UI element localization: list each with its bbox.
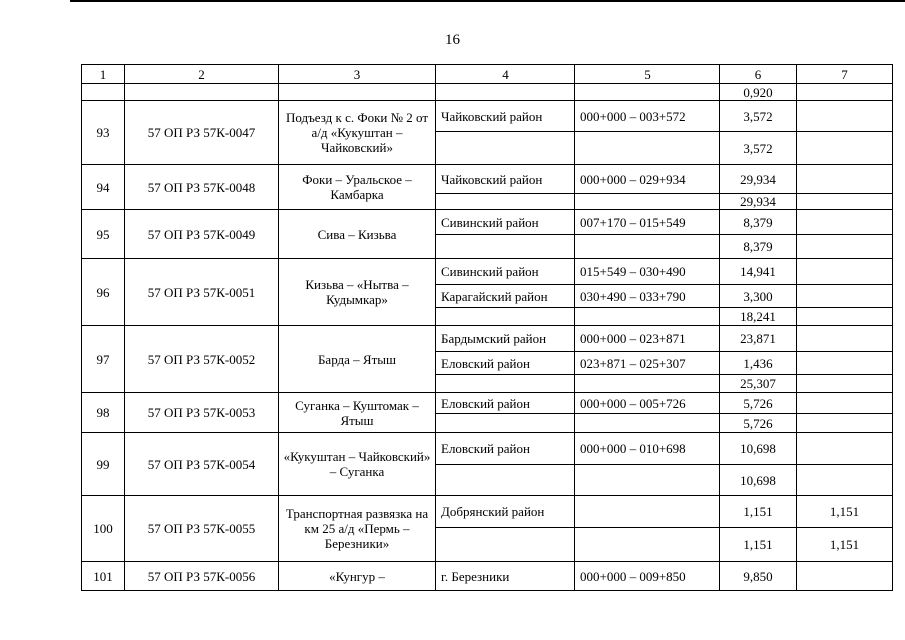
row-number: 94 — [82, 165, 125, 210]
km-range: 000+000 – 023+871 — [575, 326, 720, 352]
carry-over-row — [82, 84, 893, 101]
road-code: 57 ОП РЗ 57К-0051 — [125, 259, 279, 326]
length-value: 1,151 — [720, 496, 797, 528]
district: Еловский район — [436, 433, 575, 465]
district: Еловский район — [436, 352, 575, 375]
carry-over-cell — [797, 84, 893, 101]
road-name: Кизьва – «Нытва – Кудымкар» — [279, 259, 436, 326]
district: Чайковский район — [436, 165, 575, 194]
total-range-blank — [575, 375, 720, 393]
road-name: Сива – Кизьва — [279, 210, 436, 259]
total-range-blank — [575, 132, 720, 165]
page-number: 16 — [445, 32, 460, 48]
road-name: Суганка – Куштомак – Ятыш — [279, 393, 436, 433]
carry-over-cell — [279, 84, 436, 101]
km-range: 015+549 – 030+490 — [575, 259, 720, 285]
extra-value — [797, 326, 893, 352]
road-code: 57 ОП РЗ 57К-0054 — [125, 433, 279, 496]
total-range-blank — [575, 194, 720, 210]
table-row — [82, 393, 893, 414]
extra-value — [797, 562, 893, 591]
table-row — [82, 101, 893, 132]
total-range-blank — [575, 308, 720, 326]
road-name: Барда – Ятыш — [279, 326, 436, 393]
top-border-line — [70, 0, 905, 2]
carry-over-cell — [575, 84, 720, 101]
header-col-7: 7 — [797, 65, 893, 84]
table-row — [82, 259, 893, 285]
length-value: 3,572 — [720, 101, 797, 132]
row-number: 101 — [82, 562, 125, 591]
extra-value — [797, 393, 893, 414]
km-range: 030+490 – 033+790 — [575, 285, 720, 308]
row-number: 93 — [82, 101, 125, 165]
header-col-3: 3 — [279, 65, 436, 84]
total-range-blank — [575, 528, 720, 562]
total-district-blank — [436, 194, 575, 210]
table-row — [82, 326, 893, 352]
district: Еловский район — [436, 393, 575, 414]
extra-value — [797, 285, 893, 308]
total-length: 8,379 — [720, 235, 797, 259]
km-range: 023+871 – 025+307 — [575, 352, 720, 375]
total-range-blank — [575, 235, 720, 259]
total-district-blank — [436, 375, 575, 393]
road-code: 57 ОП РЗ 57К-0047 — [125, 101, 279, 165]
length-value: 23,871 — [720, 326, 797, 352]
extra-value — [797, 165, 893, 194]
km-range: 007+170 – 015+549 — [575, 210, 720, 235]
road-name: Транспортная развязка на км 25 а/д «Пермь – Березники» — [279, 496, 436, 562]
extra-value: 1,151 — [797, 496, 893, 528]
total-length: 3,572 — [720, 132, 797, 165]
total-extra — [797, 414, 893, 433]
district: Сивинский район — [436, 210, 575, 235]
row-number: 96 — [82, 259, 125, 326]
district: Добрянский район — [436, 496, 575, 528]
total-range-blank — [575, 465, 720, 496]
carry-over-cell — [125, 84, 279, 101]
header-col-2: 2 — [125, 65, 279, 84]
road-code: 57 ОП РЗ 57К-0048 — [125, 165, 279, 210]
road-code: 57 ОП РЗ 57К-0055 — [125, 496, 279, 562]
length-value: 3,300 — [720, 285, 797, 308]
length-value: 8,379 — [720, 210, 797, 235]
total-length: 29,934 — [720, 194, 797, 210]
district: г. Березники — [436, 562, 575, 591]
header-col-1: 1 — [82, 65, 125, 84]
road-name: «Кукуштан – Чайковский» – Суганка — [279, 433, 436, 496]
row-number: 100 — [82, 496, 125, 562]
table-row — [82, 433, 893, 465]
total-extra — [797, 194, 893, 210]
km-range — [575, 496, 720, 528]
total-district-blank — [436, 235, 575, 259]
roads-table — [81, 64, 893, 591]
district: Бардымский район — [436, 326, 575, 352]
road-name: Фоки – Уральское – Камбарка — [279, 165, 436, 210]
carry-over-cell — [82, 84, 125, 101]
km-range: 000+000 – 005+726 — [575, 393, 720, 414]
total-range-blank — [575, 414, 720, 433]
extra-value — [797, 352, 893, 375]
road-code: 57 ОП РЗ 57К-0049 — [125, 210, 279, 259]
length-value: 9,850 — [720, 562, 797, 591]
header-col-4: 4 — [436, 65, 575, 84]
length-value: 14,941 — [720, 259, 797, 285]
total-length: 18,241 — [720, 308, 797, 326]
district: Сивинский район — [436, 259, 575, 285]
header-col-6: 6 — [720, 65, 797, 84]
total-length: 1,151 — [720, 528, 797, 562]
table-header-row — [82, 65, 893, 84]
row-number: 98 — [82, 393, 125, 433]
row-number: 95 — [82, 210, 125, 259]
table-row — [82, 496, 893, 528]
km-range: 000+000 – 009+850 — [575, 562, 720, 591]
km-range: 000+000 – 010+698 — [575, 433, 720, 465]
header-col-5: 5 — [575, 65, 720, 84]
road-name: «Кунгур – — [279, 562, 436, 591]
table-row — [82, 165, 893, 194]
total-extra — [797, 235, 893, 259]
extra-value — [797, 210, 893, 235]
total-district-blank — [436, 132, 575, 165]
km-range: 000+000 – 003+572 — [575, 101, 720, 132]
length-value: 1,436 — [720, 352, 797, 375]
length-value: 5,726 — [720, 393, 797, 414]
table-row — [82, 210, 893, 235]
total-district-blank — [436, 465, 575, 496]
extra-value — [797, 433, 893, 465]
extra-value — [797, 259, 893, 285]
carry-over-length: 0,920 — [720, 84, 797, 101]
total-extra — [797, 375, 893, 393]
total-extra: 1,151 — [797, 528, 893, 562]
total-length: 25,307 — [720, 375, 797, 393]
row-number: 99 — [82, 433, 125, 496]
total-district-blank — [436, 528, 575, 562]
length-value: 29,934 — [720, 165, 797, 194]
length-value: 10,698 — [720, 433, 797, 465]
total-district-blank — [436, 414, 575, 433]
road-code: 57 ОП РЗ 57К-0056 — [125, 562, 279, 591]
total-extra — [797, 308, 893, 326]
total-length: 5,726 — [720, 414, 797, 433]
total-extra — [797, 465, 893, 496]
total-district-blank — [436, 308, 575, 326]
row-number: 97 — [82, 326, 125, 393]
km-range: 000+000 – 029+934 — [575, 165, 720, 194]
road-code: 57 ОП РЗ 57К-0053 — [125, 393, 279, 433]
carry-over-cell — [436, 84, 575, 101]
total-extra — [797, 132, 893, 165]
table-row — [82, 562, 893, 591]
road-code: 57 ОП РЗ 57К-0052 — [125, 326, 279, 393]
extra-value — [797, 101, 893, 132]
total-length: 10,698 — [720, 465, 797, 496]
road-name: Подъезд к с. Фоки № 2 от а/д «Кукуштан – Чайковский» — [279, 101, 436, 165]
district: Карагайский район — [436, 285, 575, 308]
district: Чайковский район — [436, 101, 575, 132]
